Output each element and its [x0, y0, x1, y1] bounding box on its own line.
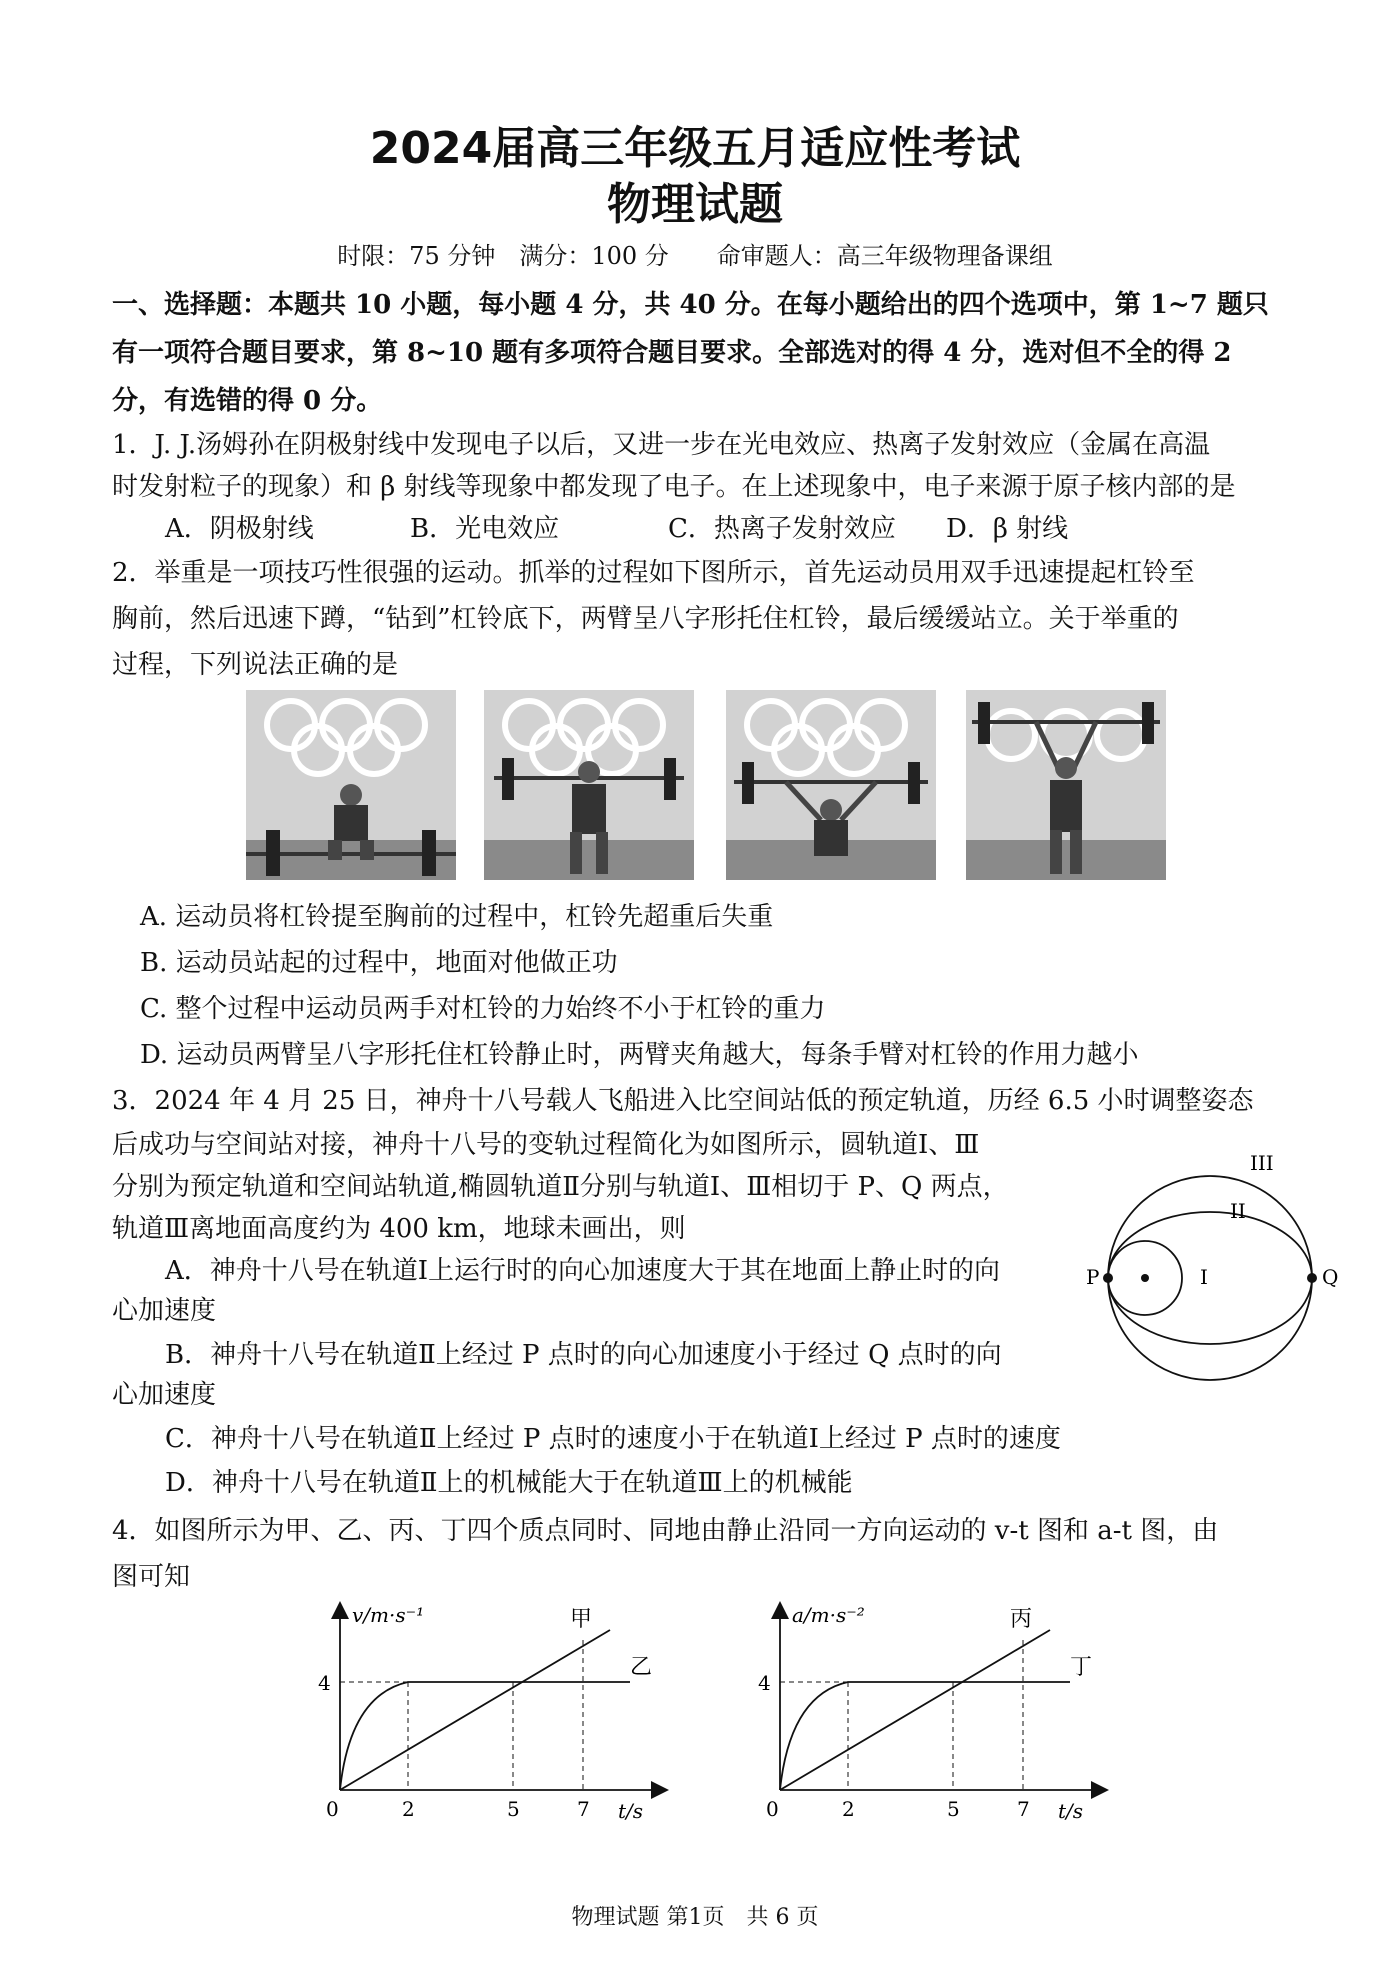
- label-p: P: [1086, 1265, 1100, 1289]
- q3-option-c: C．神舟十八号在轨道Ⅱ上经过 P 点时的速度小于在轨道Ⅰ上经过 P 点时的速度: [165, 1424, 1061, 1454]
- section-instructions-line: 有一项符合题目要求，第 8~10 题有多项符合题目要求。全部选对的得 4 分，选对但不全的得 2: [112, 338, 1232, 368]
- exam-subtitle: 物理试题: [607, 179, 783, 230]
- series-yi-curve: [340, 1682, 630, 1790]
- svg-text:0: 0: [766, 1797, 779, 1821]
- q2-option-b: B. 运动员站起的过程中，地面对他做正功: [140, 948, 618, 978]
- weightlifting-photo-3: [726, 690, 936, 884]
- series-bing-line: [780, 1630, 1050, 1790]
- svg-text:5: 5: [947, 1797, 960, 1821]
- at-graph: [740, 1600, 1120, 1854]
- q2-option-c: C. 整个过程中运动员两手对杠铃的力始终不小于杠铃的重力: [140, 994, 826, 1024]
- svg-text:2: 2: [402, 1797, 415, 1821]
- q2-text: 胸前，然后迅速下蹲，“钻到”杠铃底下，两臂呈八字形托住杠铃，最后缓缓站立。关于举重的: [112, 604, 1179, 634]
- label-i: I: [1200, 1265, 1208, 1289]
- q1-option-b: B．光电效应: [410, 514, 560, 544]
- exam-title: 2024届高三年级五月适应性考试: [369, 123, 1021, 174]
- section-instructions-line: 分，有选错的得 0 分。: [112, 386, 383, 416]
- q3-text: 3．2024 年 4 月 25 日，神舟十八号载人飞船进入比空间站低的预定轨道，历经 6.5 小时调整姿态: [112, 1086, 1254, 1116]
- weightlifting-photo-2: [484, 690, 694, 884]
- svg-text:丙: 丙: [1010, 1607, 1033, 1632]
- vt-graph: [300, 1600, 680, 1854]
- svg-text:7: 7: [577, 1797, 590, 1821]
- orbit-iii: [1108, 1176, 1312, 1380]
- q1-option-d: D．β 射线: [946, 514, 1069, 544]
- q3-text: 轨道Ⅲ离地面高度约为 400 km，地球未画出，则: [112, 1214, 686, 1244]
- q2-option-d: D. 运动员两臂呈八字形托住杠铃静止时，两臂夹角越大，每条手臂对杠铃的作用力越小: [140, 1040, 1139, 1070]
- svg-text:7: 7: [1017, 1797, 1030, 1821]
- svg-text:甲: 甲: [570, 1607, 593, 1632]
- svg-text:t/s: t/s: [618, 1799, 644, 1823]
- q2-option-a: A. 运动员将杠铃提至胸前的过程中，杠铃先超重后失重: [140, 902, 774, 932]
- q4-text: 图可知: [112, 1562, 191, 1592]
- q3-option-b: B．神舟十八号在轨道Ⅱ上经过 P 点时的向心加速度小于经过 Q 点时的向: [165, 1340, 1002, 1370]
- svg-text:a/m·s⁻²: a/m·s⁻²: [792, 1603, 865, 1627]
- exam-meta: 时限：75 分钟 满分：100 分 命审题人：高三年级物理备课组: [337, 242, 1053, 270]
- svg-text:t/s: t/s: [1058, 1799, 1084, 1823]
- svg-text:4: 4: [758, 1671, 771, 1695]
- weightlifting-photo-4: [966, 690, 1166, 884]
- orbit-ii: [1108, 1212, 1312, 1344]
- q1-option-c: C．热离子发射效应: [668, 514, 896, 544]
- svg-text:乙: 乙: [630, 1655, 653, 1680]
- q3-text: 后成功与空间站对接，神舟十八号的变轨过程简化为如图所示，圆轨道Ⅰ、Ⅲ: [112, 1130, 980, 1160]
- svg-text:4: 4: [318, 1671, 331, 1695]
- page-footer: 物理试题 第1页 共 6 页: [571, 1905, 819, 1930]
- series-jia-line: [340, 1630, 610, 1790]
- q3-text: 分别为预定轨道和空间站轨道,椭圆轨道Ⅱ分别与轨道Ⅰ、Ⅲ相切于 P、Q 两点，: [112, 1172, 1009, 1202]
- q3-option-a: A．神舟十八号在轨道Ⅰ上运行时的向心加速度大于其在地面上静止时的向: [165, 1256, 1001, 1286]
- svg-text:2: 2: [842, 1797, 855, 1821]
- label-iii: III: [1250, 1151, 1274, 1175]
- label-ii: II: [1230, 1199, 1246, 1223]
- section-instructions-line: 一、选择题：本题共 10 小题，每小题 4 分，共 40 分。在每小题给出的四个选项中，第 1~7 题只: [112, 290, 1269, 320]
- q1-text: 时发射粒子的现象）和 β 射线等现象中都发现了电子。在上述现象中，电子来源于原子核内部的是: [112, 472, 1236, 502]
- svg-text:v/m·s⁻¹: v/m·s⁻¹: [352, 1603, 425, 1627]
- orbit-diagram: [1086, 1150, 1340, 1394]
- q1-text: 1．J. J.汤姆孙在阴极射线中发现电子以后，又进一步在光电效应、热离子发射效应（金属在高温: [112, 430, 1211, 460]
- q3-option-d: D．神舟十八号在轨道Ⅱ上的机械能大于在轨道Ⅲ上的机械能: [165, 1468, 853, 1498]
- label-q: Q: [1322, 1265, 1339, 1289]
- q2-text: 2．举重是一项技巧性很强的运动。抓举的过程如下图所示，首先运动员用双手迅速提起杠铃至: [112, 558, 1195, 588]
- q1-option-a: A．阴极射线: [165, 514, 314, 544]
- svg-text:0: 0: [326, 1797, 339, 1821]
- svg-text:丁: 丁: [1070, 1655, 1093, 1680]
- weightlifting-photo-1: [246, 690, 456, 884]
- q3-option-a-cont: 心加速度: [112, 1296, 217, 1326]
- svg-text:5: 5: [507, 1797, 520, 1821]
- series-ding-curve: [780, 1682, 1070, 1790]
- q3-option-b-cont: 心加速度: [112, 1380, 217, 1410]
- q4-text: 4．如图所示为甲、乙、丙、丁四个质点同时、同地由静止沿同一方向运动的 v-t 图和 a-t 图，由: [112, 1516, 1219, 1546]
- q2-text: 过程，下列说法正确的是: [112, 650, 399, 680]
